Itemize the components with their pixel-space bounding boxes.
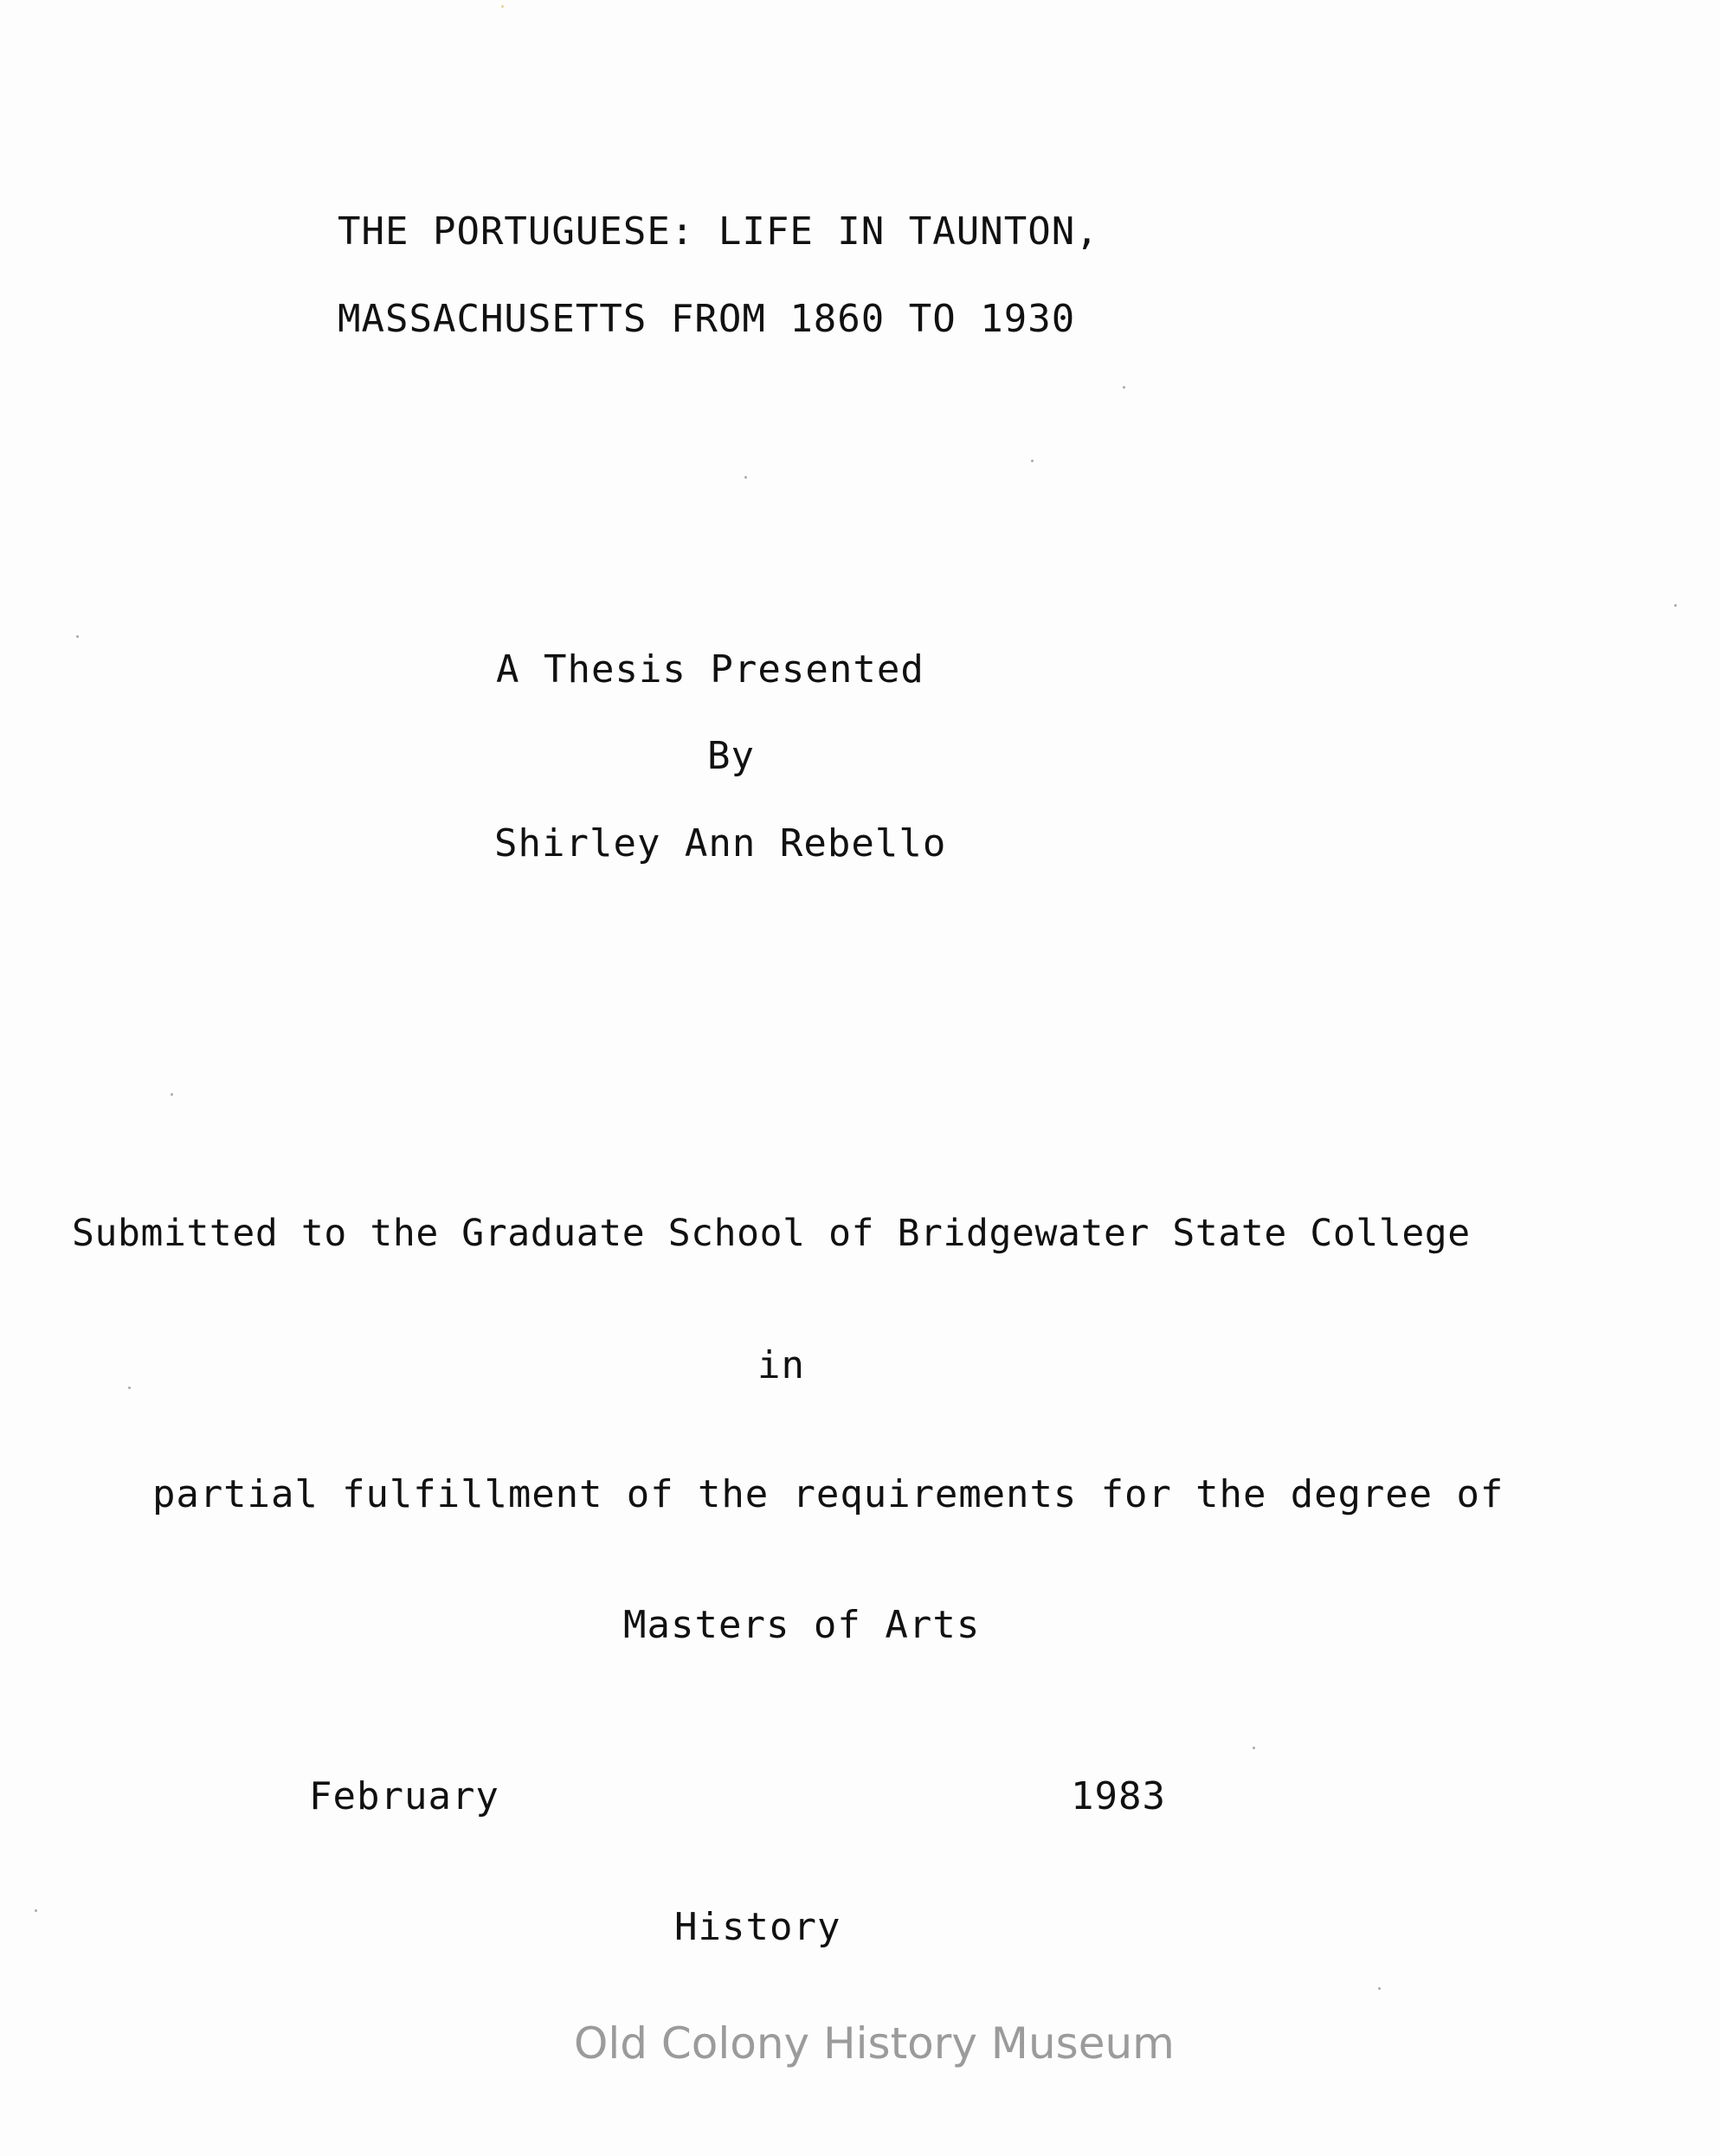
museum-watermark: Old Colony History Museum [574, 2018, 1175, 2069]
in-line: in [757, 1343, 805, 1387]
by-line: By [707, 734, 755, 778]
scan-speck [171, 1093, 173, 1096]
title-line-2: MASSACHUSETTS FROM 1860 TO 1930 [338, 297, 1076, 341]
degree-name: Masters of Arts [623, 1603, 981, 1647]
fulfillment-line: partial fulfillment of the requirements for the degree of [152, 1472, 1504, 1516]
scan-speck [1674, 604, 1677, 607]
scan-speck [1378, 1987, 1381, 1990]
scan-speck [744, 476, 747, 479]
title-line-1: THE PORTUGUESE: LIFE IN TAUNTON, [338, 209, 1099, 254]
submitted-line: Submitted to the Graduate School of Bridgewater State College [72, 1212, 1471, 1255]
scan-speck [35, 1909, 37, 1912]
presented-line: A Thesis Presented [496, 647, 924, 692]
scan-speck [1031, 460, 1034, 462]
scan-speck [128, 1387, 131, 1389]
scan-speck [1253, 1747, 1255, 1749]
scan-speck [501, 5, 504, 8]
scan-speck [1123, 386, 1125, 389]
scan-speck [76, 635, 79, 638]
department: History [674, 1905, 841, 1949]
year: 1983 [1071, 1774, 1166, 1818]
author-name: Shirley Ann Rebello [494, 821, 947, 866]
month: February [309, 1774, 499, 1818]
